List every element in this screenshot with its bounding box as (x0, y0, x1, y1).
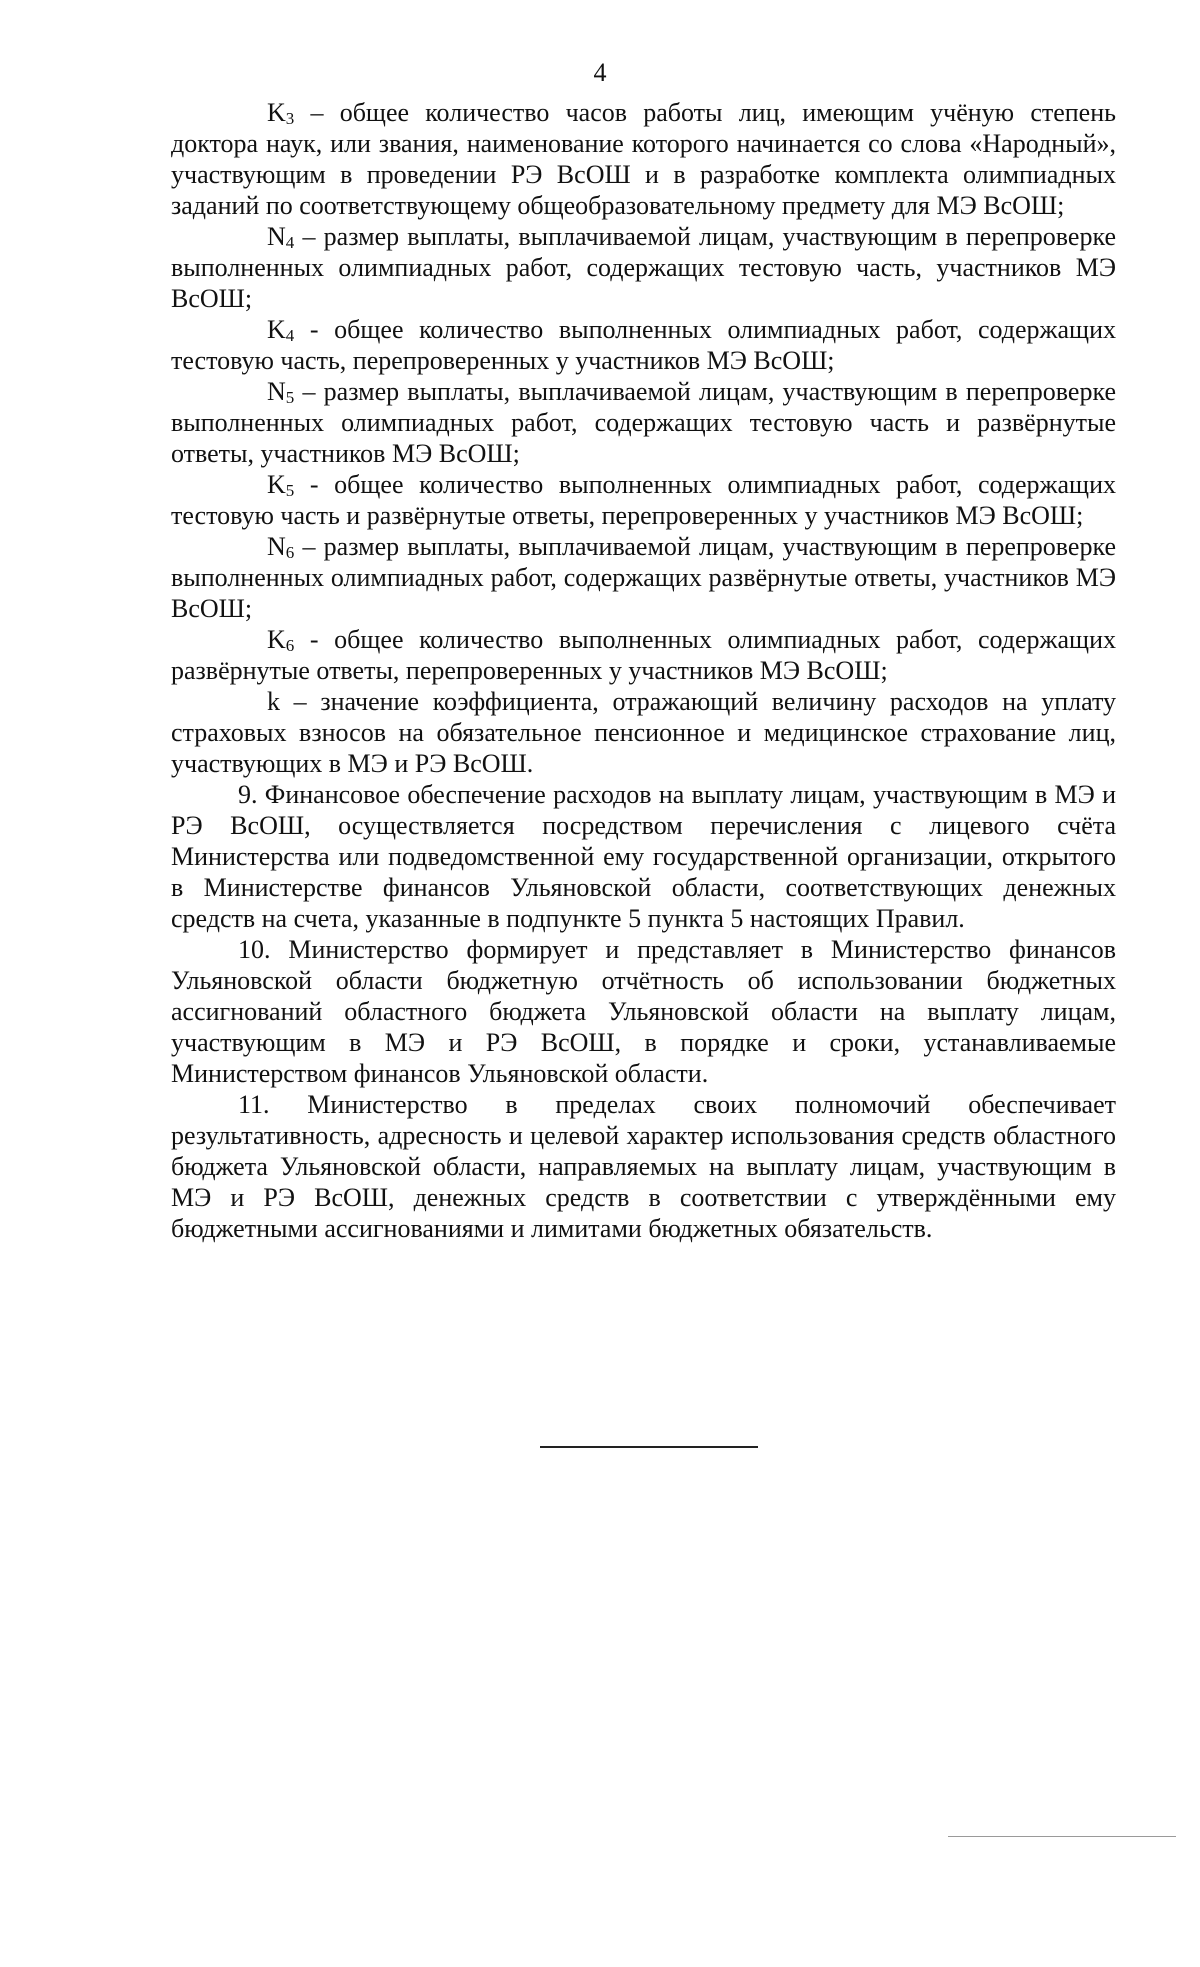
document-body (171, 97, 1116, 1244)
definition-n4 (171, 221, 1116, 314)
symbol-k3: $K_3$ (267, 98, 295, 128)
definition-k3 (171, 97, 1116, 221)
definition-n6-text: – размер выплаты, выплачиваемой лицам, участвующим в перепроверке выполненных олимпиадных работ, содержащих развёрнутые ответы, участников МЭ ВсОШ; (171, 532, 1116, 623)
definition-k5 (171, 469, 1116, 531)
definition-k4 (171, 314, 1116, 376)
definition-n4-text: – размер выплаты, выплачиваемой лицам, участвующим в перепроверке выполненных олимпиадных работ, содержащих тестовую часть, участников МЭ ВсОШ; (171, 222, 1116, 313)
section-9: 9. Финансовое обеспечение расходов на выплату лицам, участвующим в МЭ и РЭ ВсОШ, осуществляется посредством перечисления с лицевого счёта Министерства или подведомственной ему государственной организации, открытого в Министерстве финансов Ульяновской области, соответствующих денежных средств на счета, указанные в подпункте 5 пункта 5 настоящих Правил. (171, 780, 1116, 933)
definition-k3-text: – общее количество часов работы лиц, имеющим учёную степень доктора наук, или звания, наименование которого начинается со слова «Народный», участвующим в проведении РЭ ВсОШ и в разработке комплекта олимпиадных заданий по соответствующему общеобразовательному предмету для МЭ ВсОШ; (171, 98, 1116, 220)
definition-k5-text: - общее количество выполненных олимпиадных работ, содержащих тестовую часть и развёрнутые ответы, перепроверенных у участников МЭ ВсОШ; (171, 470, 1116, 530)
definition-k6-text: - общее количество выполненных олимпиадных работ, содержащих развёрнутые ответы, перепроверенных у участников МЭ ВсОШ; (171, 625, 1116, 685)
symbol-n4: $N_4$ (267, 222, 295, 252)
symbol-n5: $N_5$ (267, 377, 295, 407)
section-11: 11. Министерство в пределах своих полномочий обеспечивает результативность, адресность и целевой характер использования средств областного бюджета Ульяновской области, направляемых на выплату лицам, участвующим в МЭ и РЭ ВсОШ, денежных средств в соответствии с утверждёнными ему бюджетными ассигнованиями и лимитами бюджетных обязательств. (171, 1090, 1116, 1243)
definition-k-coefficient-text: – значение коэффициента, отражающий величину расходов на уплату страховых взносов на обязательное пенсионное и медицинское страхование лиц, участвующих в МЭ и РЭ ВсОШ. (171, 687, 1116, 778)
end-of-document-rule (540, 1446, 758, 1448)
symbol-k5: $K_5$ (267, 470, 295, 500)
definition-n5-text: – размер выплаты, выплачиваемой лицам, участвующим в перепроверке выполненных олимпиадных работ, содержащих тестовую часть и развёрнутые ответы, участников МЭ ВсОШ; (171, 377, 1116, 468)
symbol-k4: $K_4$ (267, 315, 295, 345)
symbol-k6: $K_6$ (267, 625, 295, 655)
symbol-k-coefficient: k (267, 687, 280, 716)
page-number: 4 (593, 58, 607, 87)
section-10: 10. Министерство формирует и представляет в Министерство финансов Ульяновской области бюджетную отчётность об использовании бюджетных ассигнований областного бюджета Ульяновской области на выплату лицам, участвующим в МЭ и РЭ ВсОШ, в порядке и сроки, устанавливаемые Министерством финансов Ульяновской области. (171, 935, 1116, 1088)
definition-k-coefficient (171, 686, 1116, 779)
definition-k4-text: - общее количество выполненных олимпиадных работ, содержащих тестовую часть, перепроверенных у участников МЭ ВсОШ; (171, 315, 1116, 375)
definition-n5 (171, 376, 1116, 469)
definition-k6 (171, 624, 1116, 686)
definition-n6 (171, 531, 1116, 624)
symbol-n6: $N_6$ (267, 532, 295, 562)
margin-line (948, 1836, 1176, 1837)
